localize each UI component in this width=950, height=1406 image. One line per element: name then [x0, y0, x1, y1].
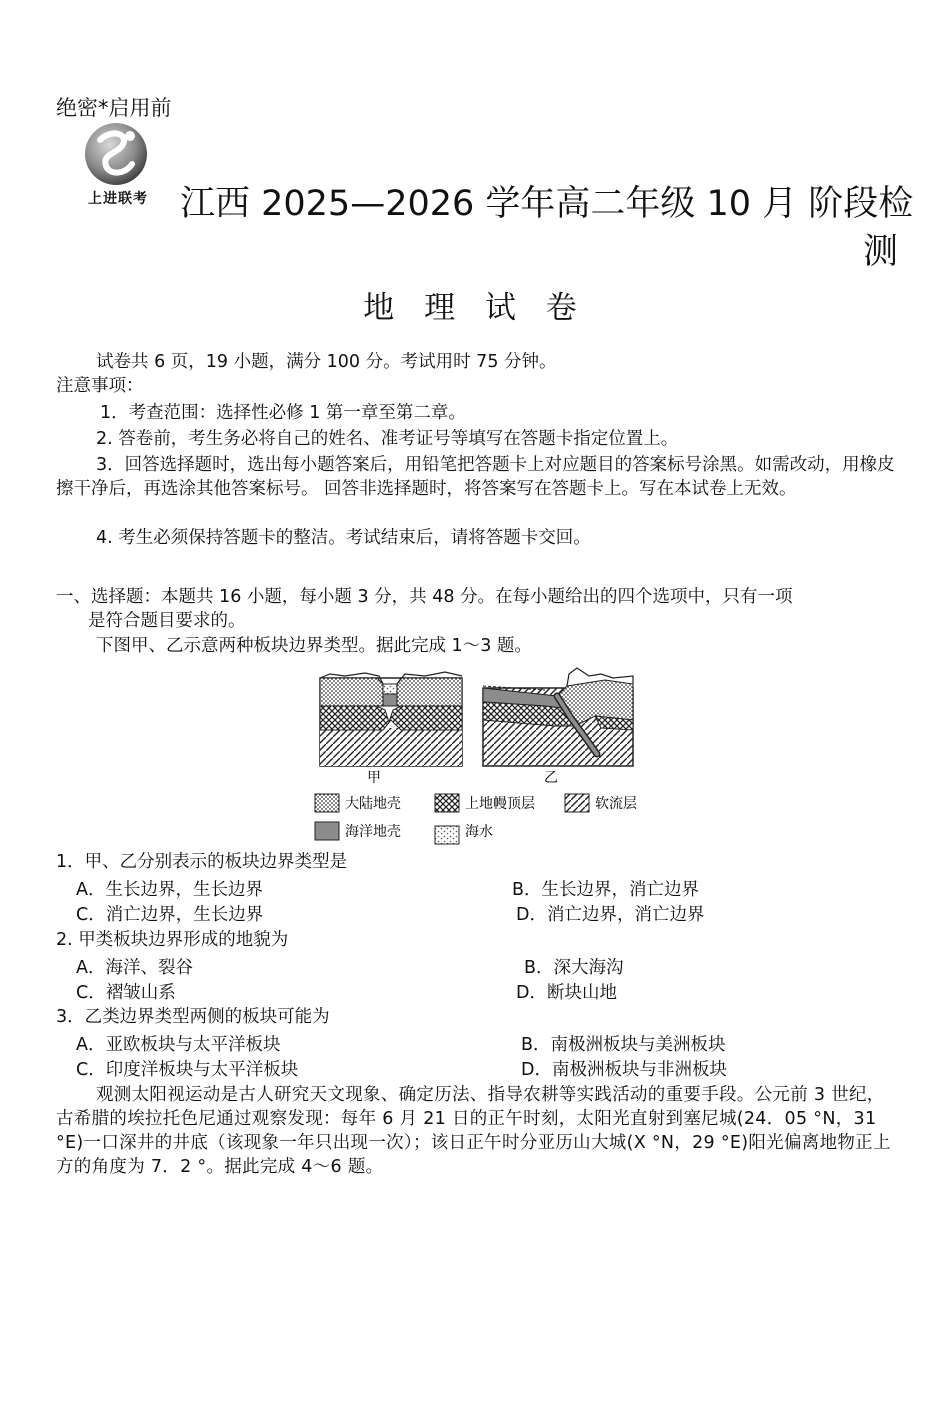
- label-yi: 乙: [544, 769, 558, 785]
- question-1-option-d[interactable]: D．消亡边界，消亡边界: [516, 905, 705, 925]
- note-2: 2. 答卷前，考生务必将自己的姓名、准考证号等填写在答题卡指定位置上。: [96, 429, 679, 449]
- logo-text: 上进联考: [88, 191, 148, 207]
- plate-boundary-figure: [305, 660, 650, 850]
- legend-asthenosphere: 软流层: [595, 795, 637, 811]
- exam-summary: 试卷共 6 页，19 小题，满分 100 分。考试用时 75 分钟。: [96, 352, 557, 372]
- note-4: 4. 考生必须保持答题卡的整洁。考试结束后，请将答题卡交回。: [96, 528, 591, 548]
- question-2-option-c[interactable]: C．褶皱山系: [76, 983, 176, 1003]
- question-2-option-b[interactable]: B．深大海沟: [524, 958, 624, 978]
- question-3-option-d[interactable]: D．南极洲板块与非洲板块: [521, 1060, 727, 1080]
- question-3-option-c[interactable]: C．印度洋板块与太平洋板块: [76, 1060, 299, 1080]
- question-3-option-a[interactable]: A．亚欧板块与太平洋板块: [76, 1035, 281, 1055]
- question-3-stem: 3．乙类边界类型两侧的板块可能为: [56, 1007, 330, 1027]
- question-2-option-d[interactable]: D．断块山地: [516, 983, 617, 1003]
- legend-oceanic-crust: 海洋地壳: [345, 823, 401, 839]
- question-1-stem: 1．甲、乙分别表示的板块边界类型是: [56, 852, 348, 872]
- question-2-option-a[interactable]: A．海洋、裂谷: [76, 958, 193, 978]
- diagram-yi: [483, 668, 633, 785]
- subject-title: 地 理 试 卷: [363, 290, 587, 326]
- question-1-option-a[interactable]: A．生长边界，生长边界: [76, 880, 263, 900]
- confidential-label: 绝密*启用前: [56, 96, 172, 120]
- notes-heading: 注意事项：: [56, 376, 144, 396]
- plate-boundary-diagram: [305, 660, 650, 850]
- question-1-option-c[interactable]: C．消亡边界，生长边界: [76, 905, 264, 925]
- publisher-logo: [78, 120, 158, 212]
- passage-4-6: 观测太阳视运动是古人研究天文现象、确定历法、指导农耕等实践活动的重要手段。公元前 3 世纪，古希腊的埃拉托色尼通过观察发现：每年 6 月 21 日的正午时刻，太阳光直射到塞尼城(24．05 °N，31 °E)一口深井的井底（该现象一年只出现一次）；该日正午时分亚历山大城(X °N，29 °E)阳光偏离地物正上方的角度为 7．2 °。据此完成 4～6 题。: [56, 1085, 891, 1177]
- note-3: 3．回答选择题时，选出每小题答案后，用铅笔把答题卡上对应题目的答案标号涂黑。如需改动，用橡皮擦干净后，再选涂其他答案标号。 回答非选择题时，将答案写在答题卡上。写在本试卷上无效。: [56, 455, 895, 499]
- exam-title-line2: 测: [862, 232, 898, 272]
- note-1: 1．考查范围：选择性必修 1 第一章至第二章。: [100, 403, 466, 423]
- question-2-stem: 2. 甲类板块边界形成的地貌为: [56, 930, 289, 950]
- exam-title-line1: 江西 2025—2026 学年高二年级 10 月 阶段检: [180, 184, 914, 224]
- question-1-option-b[interactable]: B．生长边界，消亡边界: [512, 880, 700, 900]
- logo-emblem-icon: [78, 120, 158, 190]
- diagram-jia: [320, 672, 462, 785]
- legend-seawater: 海水: [465, 823, 493, 839]
- legend-upper-mantle: 上地幔顶层: [465, 795, 535, 811]
- legend-continental-crust: 大陆地壳: [345, 795, 401, 811]
- label-jia: 甲: [367, 769, 381, 785]
- section-heading-line2: 是符合题目要求的。: [88, 611, 246, 631]
- legend: [315, 794, 637, 844]
- section-heading-line1: 一、选择题：本题共 16 小题，每小题 3 分，共 48 分。在每小题给出的四个选项中，只有一项: [56, 587, 793, 607]
- question-3-option-b[interactable]: B．南极洲板块与美洲板块: [521, 1035, 726, 1055]
- figure-prompt: 下图甲、乙示意两种板块边界类型。据此完成 1～3 题。: [96, 636, 532, 656]
